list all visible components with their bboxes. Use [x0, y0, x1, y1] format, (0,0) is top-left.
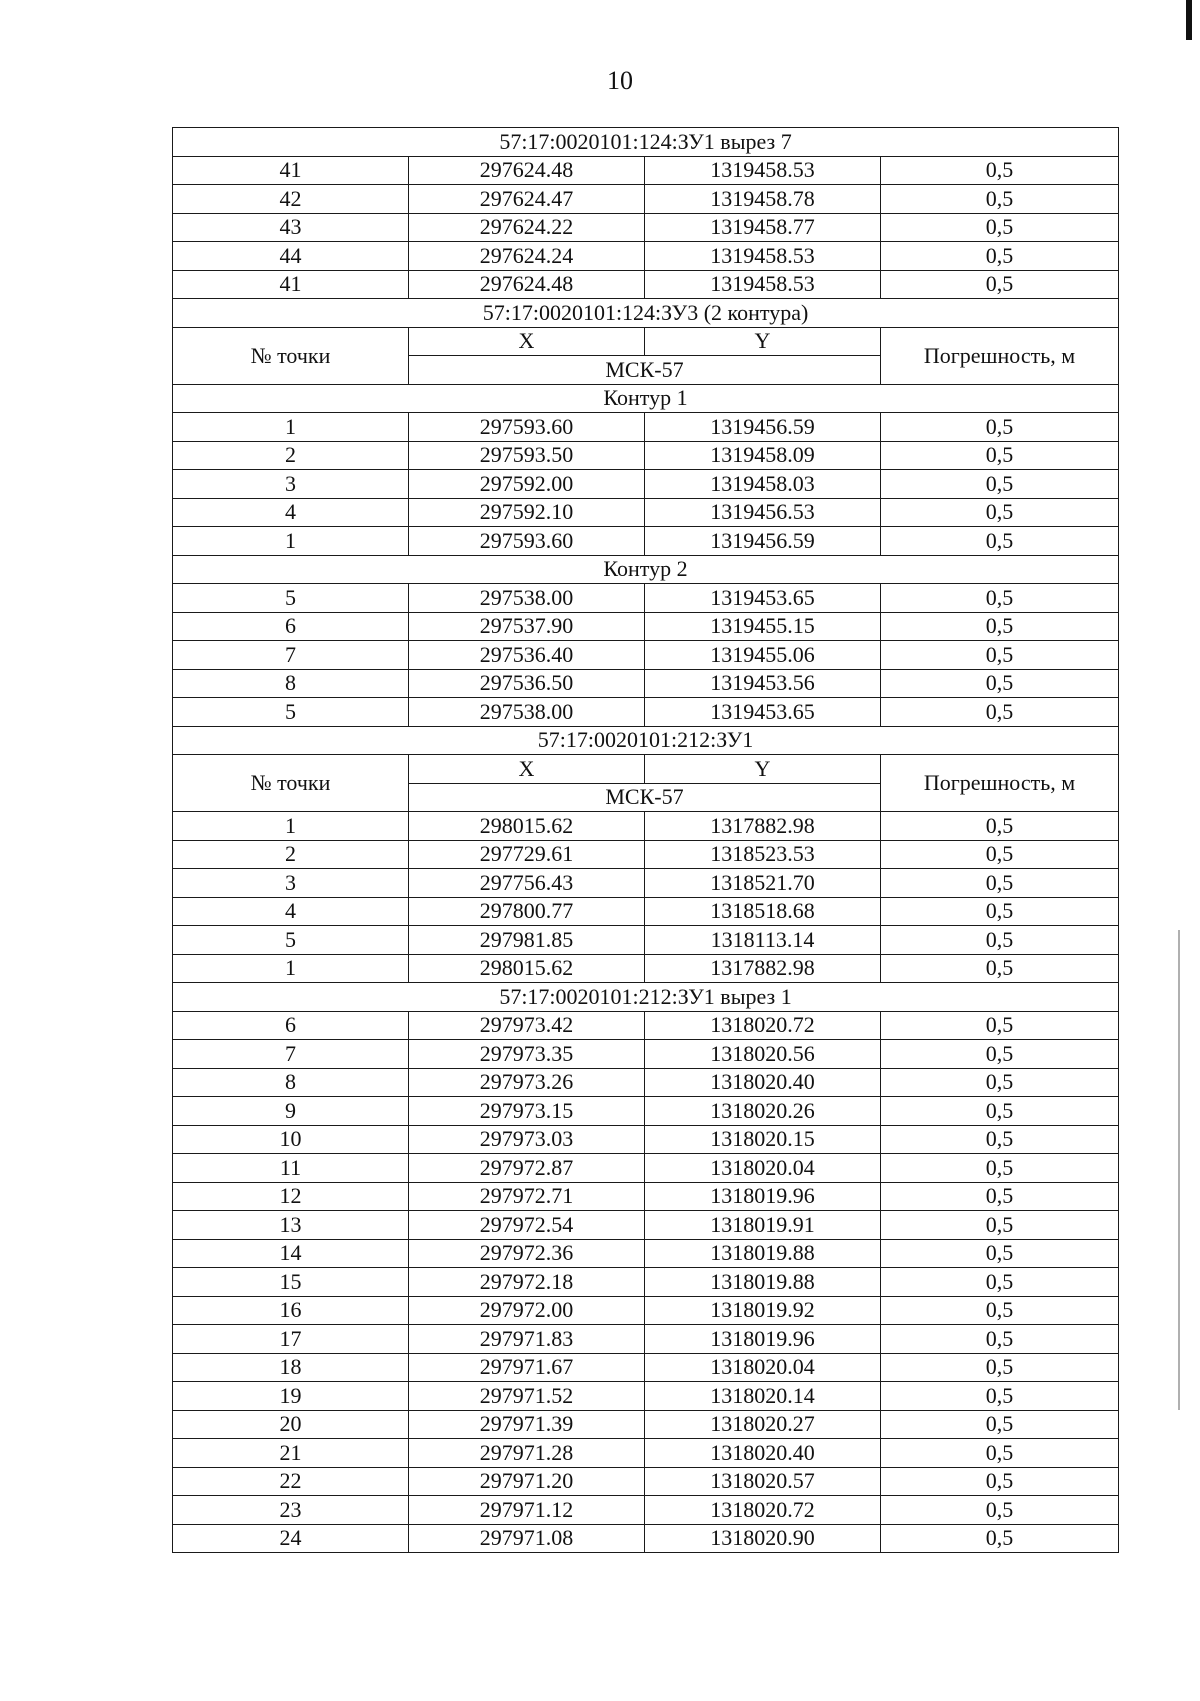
- error-cell: 0,5: [881, 1268, 1119, 1297]
- x-coordinate-cell: 297538.00: [409, 584, 645, 613]
- point-number-cell: 2: [173, 441, 409, 470]
- x-coordinate-cell: 297973.42: [409, 1011, 645, 1040]
- error-cell: 0,5: [881, 1097, 1119, 1126]
- point-number-cell: 41: [173, 156, 409, 185]
- point-number-cell: 42: [173, 185, 409, 214]
- error-cell: 0,5: [881, 840, 1119, 869]
- y-coordinate-cell: 1318113.14: [645, 926, 881, 955]
- y-coordinate-cell: 1319453.65: [645, 698, 881, 727]
- point-number-cell: 7: [173, 1040, 409, 1069]
- x-coordinate-cell: 297593.50: [409, 441, 645, 470]
- table-row: [173, 413, 1119, 442]
- error-cell: 0,5: [881, 1410, 1119, 1439]
- error-cell: 0,5: [881, 641, 1119, 670]
- contour-title-row: [173, 384, 1119, 413]
- error-cell: 0,5: [881, 954, 1119, 983]
- coordinates-table-body: [173, 128, 1119, 1553]
- header-coordinate-system: МСК-57: [409, 356, 881, 385]
- point-number-cell: 6: [173, 1011, 409, 1040]
- header-error: Погрешность, м: [881, 327, 1119, 384]
- header-point-number: № точки: [173, 327, 409, 384]
- point-number-cell: 12: [173, 1182, 409, 1211]
- y-coordinate-cell: 1318020.14: [645, 1382, 881, 1411]
- y-coordinate-cell: 1318518.68: [645, 897, 881, 926]
- y-coordinate-cell: 1319455.15: [645, 612, 881, 641]
- error-cell: 0,5: [881, 897, 1119, 926]
- error-cell: 0,5: [881, 1325, 1119, 1354]
- header-x: X: [409, 755, 645, 784]
- section-title: 57:17:0020101:212:ЗУ1 вырез 1: [173, 983, 1119, 1012]
- section-title-row: [173, 128, 1119, 157]
- x-coordinate-cell: 297756.43: [409, 869, 645, 898]
- point-number-cell: 41: [173, 270, 409, 299]
- x-coordinate-cell: 297971.83: [409, 1325, 645, 1354]
- table-row: [173, 441, 1119, 470]
- y-coordinate-cell: 1319456.59: [645, 413, 881, 442]
- table-row: [173, 185, 1119, 214]
- page-edge-mark: [1186, 0, 1192, 40]
- table-row: [173, 1154, 1119, 1183]
- header-point-number: № точки: [173, 755, 409, 812]
- y-coordinate-cell: 1319453.65: [645, 584, 881, 613]
- table-row: [173, 641, 1119, 670]
- error-cell: 0,5: [881, 1068, 1119, 1097]
- y-coordinate-cell: 1318020.15: [645, 1125, 881, 1154]
- header-x: X: [409, 327, 645, 356]
- x-coordinate-cell: 297624.48: [409, 270, 645, 299]
- error-cell: 0,5: [881, 1296, 1119, 1325]
- x-coordinate-cell: 297538.00: [409, 698, 645, 727]
- point-number-cell: 4: [173, 897, 409, 926]
- x-coordinate-cell: 297971.28: [409, 1439, 645, 1468]
- error-cell: 0,5: [881, 413, 1119, 442]
- table-row: [173, 869, 1119, 898]
- table-row: [173, 1496, 1119, 1525]
- section-title-row: [173, 983, 1119, 1012]
- x-coordinate-cell: 298015.62: [409, 954, 645, 983]
- table-row: [173, 1467, 1119, 1496]
- y-coordinate-cell: 1319456.59: [645, 527, 881, 556]
- error-cell: 0,5: [881, 470, 1119, 499]
- error-cell: 0,5: [881, 812, 1119, 841]
- error-cell: 0,5: [881, 612, 1119, 641]
- point-number-cell: 7: [173, 641, 409, 670]
- section-title-row: [173, 726, 1119, 755]
- y-coordinate-cell: 1318020.04: [645, 1353, 881, 1382]
- x-coordinate-cell: 297624.47: [409, 185, 645, 214]
- x-coordinate-cell: 297972.00: [409, 1296, 645, 1325]
- x-coordinate-cell: 297981.85: [409, 926, 645, 955]
- x-coordinate-cell: 297593.60: [409, 413, 645, 442]
- point-number-cell: 8: [173, 669, 409, 698]
- error-cell: 0,5: [881, 270, 1119, 299]
- point-number-cell: 23: [173, 1496, 409, 1525]
- y-coordinate-cell: 1318019.96: [645, 1325, 881, 1354]
- point-number-cell: 1: [173, 954, 409, 983]
- table-row: [173, 1353, 1119, 1382]
- x-coordinate-cell: 297971.08: [409, 1524, 645, 1553]
- point-number-cell: 24: [173, 1524, 409, 1553]
- x-coordinate-cell: 297800.77: [409, 897, 645, 926]
- error-cell: 0,5: [881, 1011, 1119, 1040]
- x-coordinate-cell: 297973.35: [409, 1040, 645, 1069]
- y-coordinate-cell: 1319456.53: [645, 498, 881, 527]
- table-row: [173, 612, 1119, 641]
- point-number-cell: 44: [173, 242, 409, 271]
- table-row: [173, 270, 1119, 299]
- point-number-cell: 2: [173, 840, 409, 869]
- point-number-cell: 5: [173, 926, 409, 955]
- table-row: [173, 1524, 1119, 1553]
- error-cell: 0,5: [881, 213, 1119, 242]
- y-coordinate-cell: 1318019.88: [645, 1239, 881, 1268]
- point-number-cell: 13: [173, 1211, 409, 1240]
- table-row: [173, 1410, 1119, 1439]
- x-coordinate-cell: 297592.00: [409, 470, 645, 499]
- x-coordinate-cell: 297971.12: [409, 1496, 645, 1525]
- point-number-cell: 5: [173, 584, 409, 613]
- y-coordinate-cell: 1318019.88: [645, 1268, 881, 1297]
- y-coordinate-cell: 1319458.09: [645, 441, 881, 470]
- y-coordinate-cell: 1317882.98: [645, 954, 881, 983]
- table-row: [173, 812, 1119, 841]
- x-coordinate-cell: 297729.61: [409, 840, 645, 869]
- y-coordinate-cell: 1318020.26: [645, 1097, 881, 1126]
- y-coordinate-cell: 1317882.98: [645, 812, 881, 841]
- error-cell: 0,5: [881, 185, 1119, 214]
- point-number-cell: 10: [173, 1125, 409, 1154]
- x-coordinate-cell: 297973.15: [409, 1097, 645, 1126]
- x-coordinate-cell: 297972.18: [409, 1268, 645, 1297]
- table-row: [173, 527, 1119, 556]
- contour-title: Контур 1: [173, 384, 1119, 413]
- point-number-cell: 11: [173, 1154, 409, 1183]
- point-number-cell: 19: [173, 1382, 409, 1411]
- table-row: [173, 840, 1119, 869]
- x-coordinate-cell: 298015.62: [409, 812, 645, 841]
- header-y: Y: [645, 755, 881, 784]
- x-coordinate-cell: 297624.24: [409, 242, 645, 271]
- point-number-cell: 22: [173, 1467, 409, 1496]
- table-row: [173, 1382, 1119, 1411]
- error-cell: 0,5: [881, 1439, 1119, 1468]
- point-number-cell: 43: [173, 213, 409, 242]
- error-cell: 0,5: [881, 1353, 1119, 1382]
- table-row: [173, 1011, 1119, 1040]
- error-cell: 0,5: [881, 869, 1119, 898]
- y-coordinate-cell: 1319458.53: [645, 156, 881, 185]
- scan-edge-line: [1178, 930, 1180, 1410]
- error-cell: 0,5: [881, 1239, 1119, 1268]
- y-coordinate-cell: 1318521.70: [645, 869, 881, 898]
- error-cell: 0,5: [881, 527, 1119, 556]
- error-cell: 0,5: [881, 441, 1119, 470]
- error-cell: 0,5: [881, 926, 1119, 955]
- x-coordinate-cell: 297971.20: [409, 1467, 645, 1496]
- table-row: [173, 1325, 1119, 1354]
- point-number-cell: 1: [173, 527, 409, 556]
- section-title: 57:17:0020101:124:ЗУ1 вырез 7: [173, 128, 1119, 157]
- table-row: [173, 669, 1119, 698]
- x-coordinate-cell: 297536.50: [409, 669, 645, 698]
- point-number-cell: 9: [173, 1097, 409, 1126]
- y-coordinate-cell: 1319453.56: [645, 669, 881, 698]
- section-title: 57:17:0020101:124:ЗУ3 (2 контура): [173, 299, 1119, 328]
- error-cell: 0,5: [881, 698, 1119, 727]
- point-number-cell: 21: [173, 1439, 409, 1468]
- y-coordinate-cell: 1319455.06: [645, 641, 881, 670]
- header-y: Y: [645, 327, 881, 356]
- x-coordinate-cell: 297624.22: [409, 213, 645, 242]
- table-row: [173, 1182, 1119, 1211]
- error-cell: 0,5: [881, 156, 1119, 185]
- error-cell: 0,5: [881, 1182, 1119, 1211]
- x-coordinate-cell: 297972.71: [409, 1182, 645, 1211]
- table-row: [173, 1040, 1119, 1069]
- point-number-cell: 17: [173, 1325, 409, 1354]
- y-coordinate-cell: 1318020.04: [645, 1154, 881, 1183]
- point-number-cell: 1: [173, 413, 409, 442]
- y-coordinate-cell: 1318020.72: [645, 1011, 881, 1040]
- point-number-cell: 5: [173, 698, 409, 727]
- x-coordinate-cell: 297972.36: [409, 1239, 645, 1268]
- x-coordinate-cell: 297973.26: [409, 1068, 645, 1097]
- page-number: 10: [607, 66, 633, 95]
- error-cell: 0,5: [881, 1125, 1119, 1154]
- point-number-cell: 16: [173, 1296, 409, 1325]
- table-row: [173, 954, 1119, 983]
- x-coordinate-cell: 297973.03: [409, 1125, 645, 1154]
- table-row: [173, 1296, 1119, 1325]
- x-coordinate-cell: 297592.10: [409, 498, 645, 527]
- x-coordinate-cell: 297971.39: [409, 1410, 645, 1439]
- y-coordinate-cell: 1318020.56: [645, 1040, 881, 1069]
- table-row: [173, 897, 1119, 926]
- y-coordinate-cell: 1318019.92: [645, 1296, 881, 1325]
- y-coordinate-cell: 1318020.90: [645, 1524, 881, 1553]
- error-cell: 0,5: [881, 1040, 1119, 1069]
- point-number-cell: 8: [173, 1068, 409, 1097]
- point-number-cell: 20: [173, 1410, 409, 1439]
- x-coordinate-cell: 297972.87: [409, 1154, 645, 1183]
- y-coordinate-cell: 1318523.53: [645, 840, 881, 869]
- point-number-cell: 14: [173, 1239, 409, 1268]
- contour-title-row: [173, 555, 1119, 584]
- error-cell: 0,5: [881, 1496, 1119, 1525]
- table-row: [173, 1239, 1119, 1268]
- table-row: [173, 584, 1119, 613]
- contour-title: Контур 2: [173, 555, 1119, 584]
- y-coordinate-cell: 1318020.57: [645, 1467, 881, 1496]
- table-row: [173, 1125, 1119, 1154]
- table-row: [173, 1068, 1119, 1097]
- table-row: [173, 1097, 1119, 1126]
- x-coordinate-cell: 297537.90: [409, 612, 645, 641]
- column-header-row: [173, 755, 1119, 784]
- coordinates-table: [172, 127, 1119, 1553]
- error-cell: 0,5: [881, 1211, 1119, 1240]
- point-number-cell: 18: [173, 1353, 409, 1382]
- header-coordinate-system: МСК-57: [409, 783, 881, 812]
- column-header-row: [173, 327, 1119, 356]
- x-coordinate-cell: 297593.60: [409, 527, 645, 556]
- point-number-cell: 3: [173, 470, 409, 499]
- x-coordinate-cell: 297624.48: [409, 156, 645, 185]
- table-row: [173, 1439, 1119, 1468]
- error-cell: 0,5: [881, 242, 1119, 271]
- table-row: [173, 470, 1119, 499]
- error-cell: 0,5: [881, 498, 1119, 527]
- table-row: [173, 698, 1119, 727]
- x-coordinate-cell: 297971.52: [409, 1382, 645, 1411]
- y-coordinate-cell: 1318019.96: [645, 1182, 881, 1211]
- y-coordinate-cell: 1318020.40: [645, 1439, 881, 1468]
- error-cell: 0,5: [881, 1154, 1119, 1183]
- table-row: [173, 1211, 1119, 1240]
- y-coordinate-cell: 1318019.91: [645, 1211, 881, 1240]
- y-coordinate-cell: 1319458.03: [645, 470, 881, 499]
- x-coordinate-cell: 297972.54: [409, 1211, 645, 1240]
- y-coordinate-cell: 1319458.53: [645, 270, 881, 299]
- y-coordinate-cell: 1318020.72: [645, 1496, 881, 1525]
- y-coordinate-cell: 1319458.77: [645, 213, 881, 242]
- section-title-row: [173, 299, 1119, 328]
- point-number-cell: 4: [173, 498, 409, 527]
- table-row: [173, 213, 1119, 242]
- table-row: [173, 926, 1119, 955]
- point-number-cell: 6: [173, 612, 409, 641]
- error-cell: 0,5: [881, 584, 1119, 613]
- point-number-cell: 15: [173, 1268, 409, 1297]
- x-coordinate-cell: 297536.40: [409, 641, 645, 670]
- y-coordinate-cell: 1319458.78: [645, 185, 881, 214]
- table-row: [173, 1268, 1119, 1297]
- point-number-cell: 1: [173, 812, 409, 841]
- error-cell: 0,5: [881, 1467, 1119, 1496]
- y-coordinate-cell: 1319458.53: [645, 242, 881, 271]
- table-row: [173, 498, 1119, 527]
- x-coordinate-cell: 297971.67: [409, 1353, 645, 1382]
- y-coordinate-cell: 1318020.40: [645, 1068, 881, 1097]
- point-number-cell: 3: [173, 869, 409, 898]
- table-row: [173, 242, 1119, 271]
- y-coordinate-cell: 1318020.27: [645, 1410, 881, 1439]
- error-cell: 0,5: [881, 1382, 1119, 1411]
- error-cell: 0,5: [881, 669, 1119, 698]
- header-error: Погрешность, м: [881, 755, 1119, 812]
- section-title: 57:17:0020101:212:ЗУ1: [173, 726, 1119, 755]
- table-row: [173, 156, 1119, 185]
- error-cell: 0,5: [881, 1524, 1119, 1553]
